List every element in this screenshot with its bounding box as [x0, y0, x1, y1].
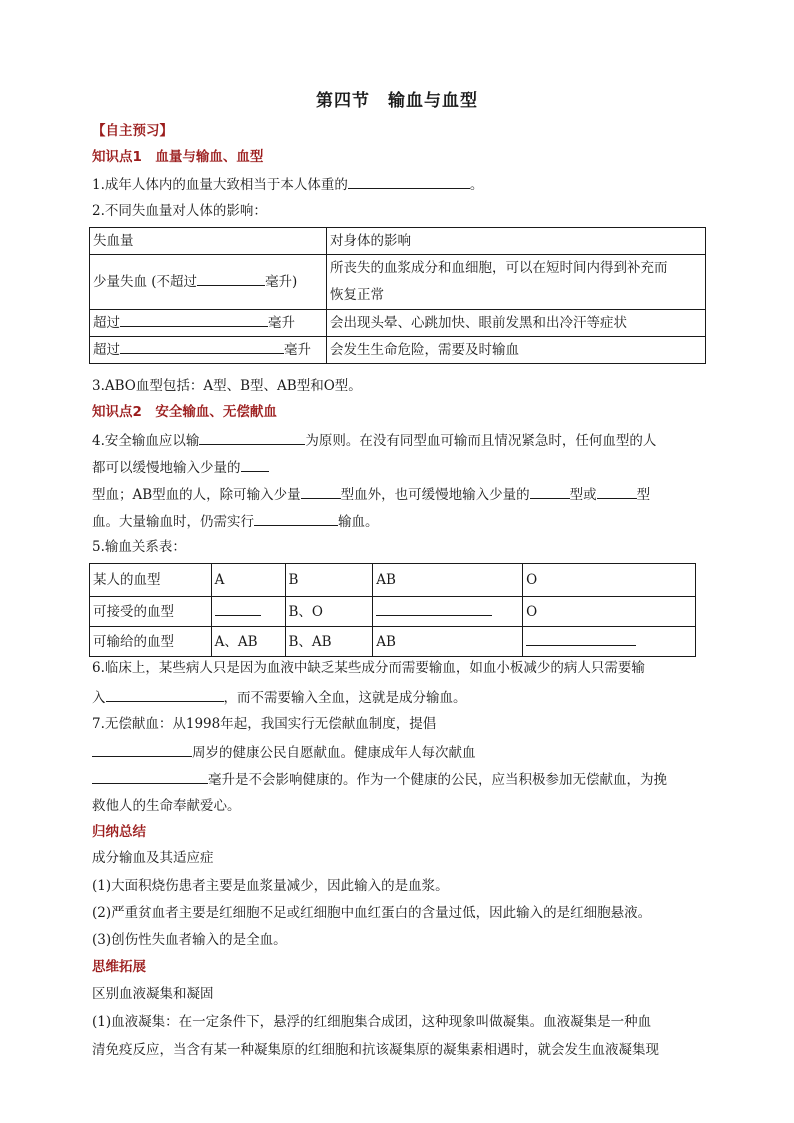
question-4-line-4	[92, 510, 708, 532]
table-cell: AB	[373, 627, 523, 657]
summary-item-2: (2)严重贫血者主要是红细胞不足或红细胞中血红蛋白的含量过低，因此输入的是红细胞悬液。	[92, 905, 652, 921]
summary-item-1: (1)大面积烧伤患者主要是血浆量减少，因此输入的是血浆。	[92, 878, 449, 894]
blood-loss-table	[89, 227, 706, 364]
question-4-text: 型血外，也可缓慢地输入少量的	[340, 487, 530, 503]
extension-paragraph-line-2: 清免疫反应，当含有某一种凝集原的红细胞和抗该凝集原的凝集素相遇时，就会发生血液凝集现	[92, 1042, 659, 1058]
question-1-end: 。	[469, 177, 484, 193]
question-4-text: 型血；AB型血的人，除可输入少量	[92, 487, 301, 503]
answer-blank[interactable]	[106, 686, 224, 702]
table-cell	[90, 255, 327, 310]
question-7-text: 毫升是不会影响健康的。作为一个健康的公民，应当积极参加无偿献血，为挽	[208, 772, 667, 788]
question-7-line-2	[92, 741, 708, 763]
cell-text: 恢复正常	[329, 287, 384, 303]
table-cell	[373, 597, 523, 627]
question-1-text: 1.成年人体内的血量大致相当于本人体重的	[92, 177, 348, 193]
extension-heading: 思维拓展	[92, 959, 146, 975]
table-header-cell: AB	[373, 564, 523, 597]
answer-blank[interactable]	[215, 600, 261, 616]
table-row	[90, 597, 696, 627]
question-4-line-1	[92, 429, 708, 451]
question-1	[92, 173, 708, 195]
cell-text: 毫升	[284, 342, 311, 358]
question-3: 3.ABO血型包括：A型、B型、AB型和O型。	[92, 378, 362, 394]
answer-blank[interactable]	[92, 741, 192, 757]
summary-item-3: (3)创伤性失血者输入的是全血。	[92, 932, 287, 948]
knowledge-point-1-heading: 知识点1 血量与输血、血型	[92, 149, 264, 165]
question-4-text: 为原则。在没有同型血可输而且情况紧急时，任何血型的人	[305, 433, 657, 449]
table-cell: B、O	[285, 597, 373, 627]
answer-blank[interactable]	[597, 483, 637, 499]
table-cell: 可接受的血型	[90, 597, 212, 627]
cell-text: 毫升	[268, 315, 295, 331]
table-row	[90, 310, 706, 337]
answer-blank[interactable]	[120, 338, 284, 354]
transfusion-relation-table	[89, 563, 696, 657]
answer-blank[interactable]	[301, 483, 341, 499]
table-cell	[523, 627, 696, 657]
table-header-cell: B	[285, 564, 373, 597]
question-7-text: 周岁的健康公民自愿献血。健康成年人每次献血	[192, 745, 476, 761]
table-header-cell: 失血量	[90, 228, 327, 255]
table-row	[90, 255, 706, 310]
table-header-cell: 某人的血型	[90, 564, 212, 597]
summary-heading: 归纳总结	[92, 824, 146, 840]
extension-paragraph-line-1: (1)血液凝集：在一定条件下，悬浮的红细胞集合成团，这种现象叫做凝集。血液凝集是一种血	[92, 1014, 652, 1030]
question-6-text: 入	[92, 690, 106, 706]
table-row	[90, 564, 696, 597]
question-6-text: ，而不需要输入全血，这就是成分输血。	[223, 690, 467, 706]
table-cell: B、AB	[285, 627, 373, 657]
table-header-cell: 对身体的影响	[326, 228, 705, 255]
table-cell	[90, 310, 327, 337]
answer-blank[interactable]	[526, 630, 636, 646]
question-4-text: 型或	[569, 487, 597, 503]
extension-subtitle: 区别血液凝集和凝固	[92, 986, 214, 1002]
preview-heading: 【自主预习】	[92, 123, 173, 139]
table-cell	[211, 597, 285, 627]
table-cell: 可输给的血型	[90, 627, 212, 657]
table-cell: A、AB	[211, 627, 285, 657]
table-header-cell: A	[211, 564, 285, 597]
cell-text: 所丧失的血浆成分和血细胞，可以在短时间内得到补充而	[329, 260, 668, 276]
question-2: 2.不同失血量对人体的影响：	[92, 203, 267, 219]
answer-blank[interactable]	[530, 483, 570, 499]
table-row	[90, 337, 706, 364]
question-7-line-3	[92, 768, 708, 790]
table-cell	[90, 337, 327, 364]
cell-text: 超过	[93, 315, 120, 331]
answer-blank[interactable]	[120, 311, 268, 327]
table-row	[90, 627, 696, 657]
cell-text: 超过	[93, 342, 120, 358]
question-4-text: 输血。	[338, 514, 379, 530]
question-6-line-1: 6.临床上，某些病人只是因为血液中缺乏某些成分而需要输血，如血小板减少的病人只需要输	[92, 660, 645, 676]
question-4-line-3	[92, 483, 708, 505]
answer-blank[interactable]	[199, 429, 305, 445]
question-6-line-2	[92, 686, 708, 708]
question-7-line-1: 7.无偿献血：从1998年起，我国实行无偿献血制度，提倡	[92, 716, 437, 732]
answer-blank[interactable]	[241, 456, 269, 472]
question-5: 5.输血关系表：	[92, 539, 186, 555]
cell-text: 毫升)	[265, 274, 298, 290]
answer-blank[interactable]	[348, 173, 470, 189]
answer-blank[interactable]	[376, 600, 492, 616]
table-cell: 会发生生命危险，需要及时输血	[326, 337, 705, 364]
page-title: 第四节 输血与血型	[316, 91, 478, 111]
question-4-text: 都可以缓慢地输入少量的	[92, 460, 241, 476]
table-header-cell: O	[523, 564, 696, 597]
question-4-text: 型	[636, 487, 651, 503]
knowledge-point-2-heading: 知识点2 安全输血、无偿献血	[92, 404, 277, 420]
summary-subtitle: 成分输血及其适应症	[92, 850, 214, 866]
question-7-line-4: 救他人的生命奉献爱心。	[92, 798, 241, 814]
answer-blank[interactable]	[254, 510, 338, 526]
cell-text: 少量失血 (不超过	[93, 274, 198, 290]
question-4-text: 4.安全输血应以输	[92, 433, 200, 449]
table-row	[90, 228, 706, 255]
table-cell	[326, 255, 705, 310]
answer-blank[interactable]	[92, 768, 208, 784]
answer-blank[interactable]	[197, 270, 265, 286]
question-4-line-2	[92, 456, 708, 478]
table-cell: 会出现头晕、心跳加快、眼前发黑和出冷汗等症状	[326, 310, 705, 337]
question-4-text: 血。大量输血时，仍需实行	[92, 514, 254, 530]
table-cell: O	[523, 597, 696, 627]
